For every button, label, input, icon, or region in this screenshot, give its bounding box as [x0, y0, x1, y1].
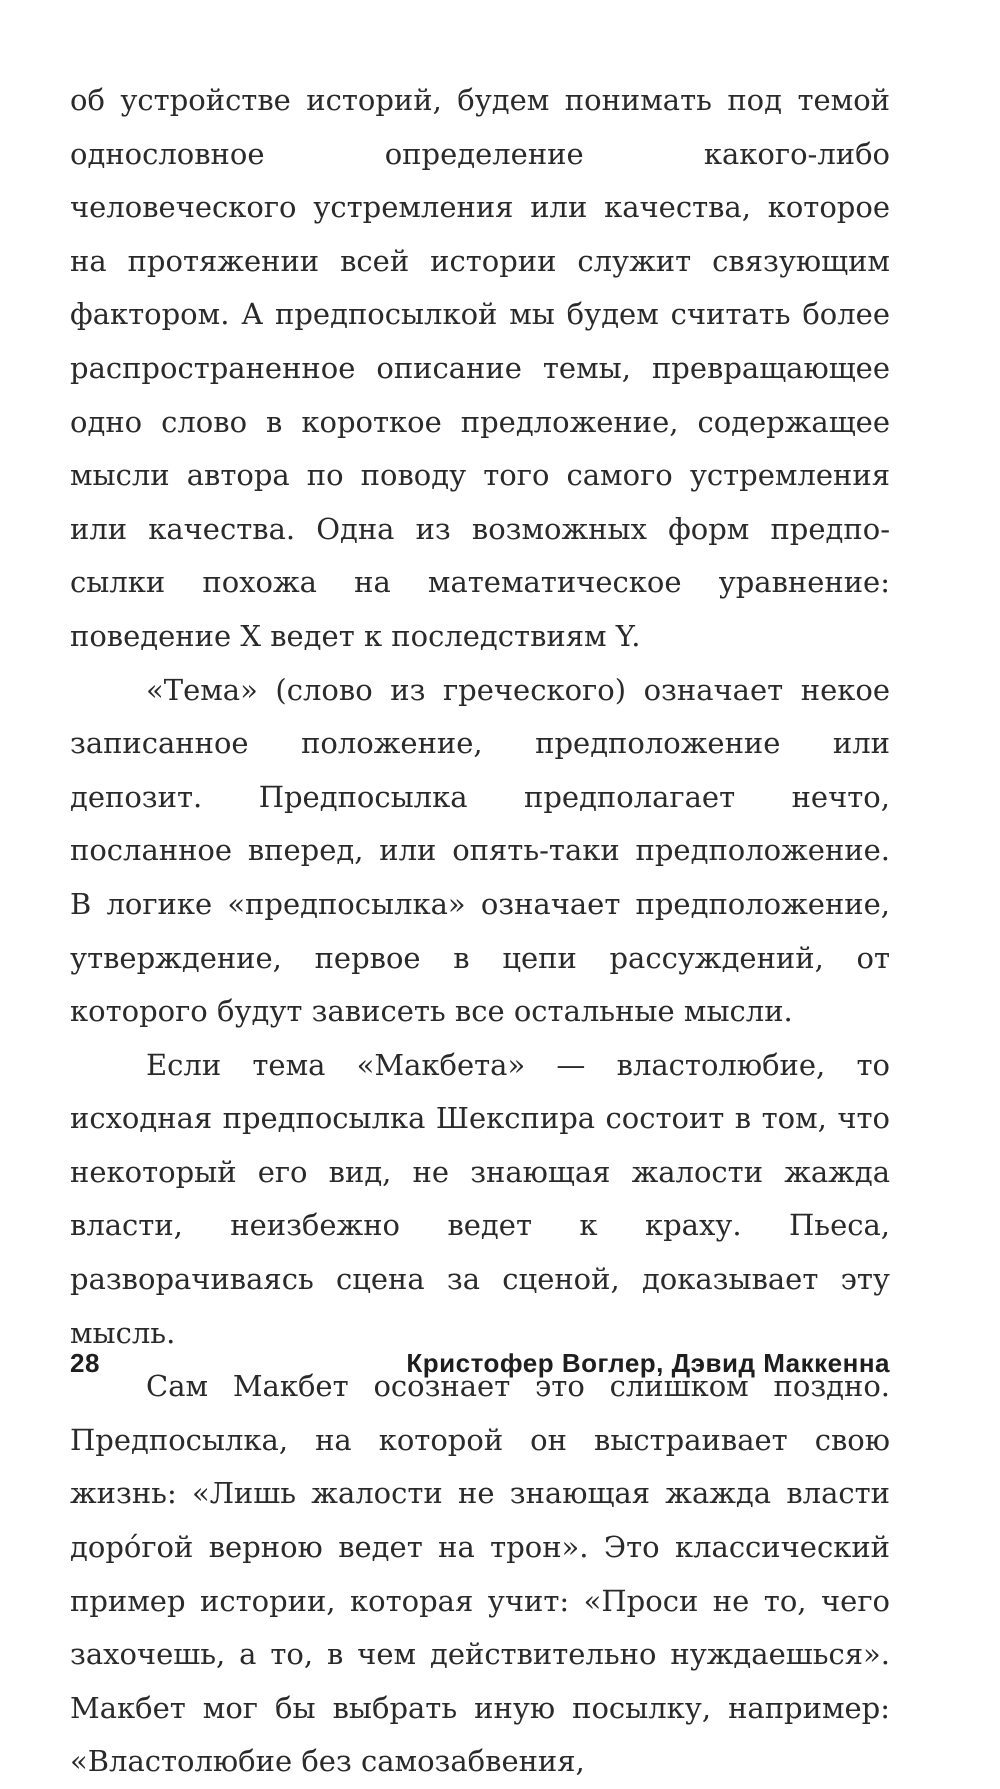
paragraph-4: Сам Макбет осознает это слишком поздно. Предпосылка, на которой он выстраивает свою жизнь: «Лишь жалости не знающая жажда власти доро́гой верною ведет на трон». Это классический пример истории, которая учит: «Проси не то, чего захочешь, а то, в чем действительно нуждаешься». Макбет мог бы выбрать иную посылку, например: «Властолюбие без самозабвения, [70, 1369, 890, 1779]
paragraph-2: «Тема» (слово из греческого) означает некое записанное положение, предположение или депозит. Предпосылка предполагает нечто, посланное вперед, или опять-таки предположение. В логике «предпосылка» означает предположение, утверждение, первое в цепи рассуждений, от которого будут зависеть все остальные мысли. [70, 672, 890, 1029]
page-footer [70, 1348, 890, 1388]
paragraph-3: Если тема «Макбета» — властолюбие, то исходная предпосылка Шекспира состоит в том, что некоторый его вид, не знающая жалости жажда власти, неизбежно ведет к краху. Пьеса, разворачиваясь сцена за сценой, доказывает эту мысль. [70, 1047, 890, 1350]
paragraph-1: об устройстве историй, будем понимать под темой однословное определение какого-либо человеческого устремления или качества, которое на протяжении всей истории служит связующим фактором. А предпосылкой мы будем считать более распространенное описание темы, превращающее одно слово в короткое предложение, содержащее мысли автора по поводу того самого устремления или качества. Одна из возможных форм предпосылки похожа на математическое уравнение: поведение X ведет к последствиям Y. [70, 83, 890, 653]
page-number: 28 [70, 1348, 100, 1378]
body-text [70, 74, 890, 1789]
running-title: Кристофер Воглер, Дэвид Маккенна [406, 1348, 890, 1378]
